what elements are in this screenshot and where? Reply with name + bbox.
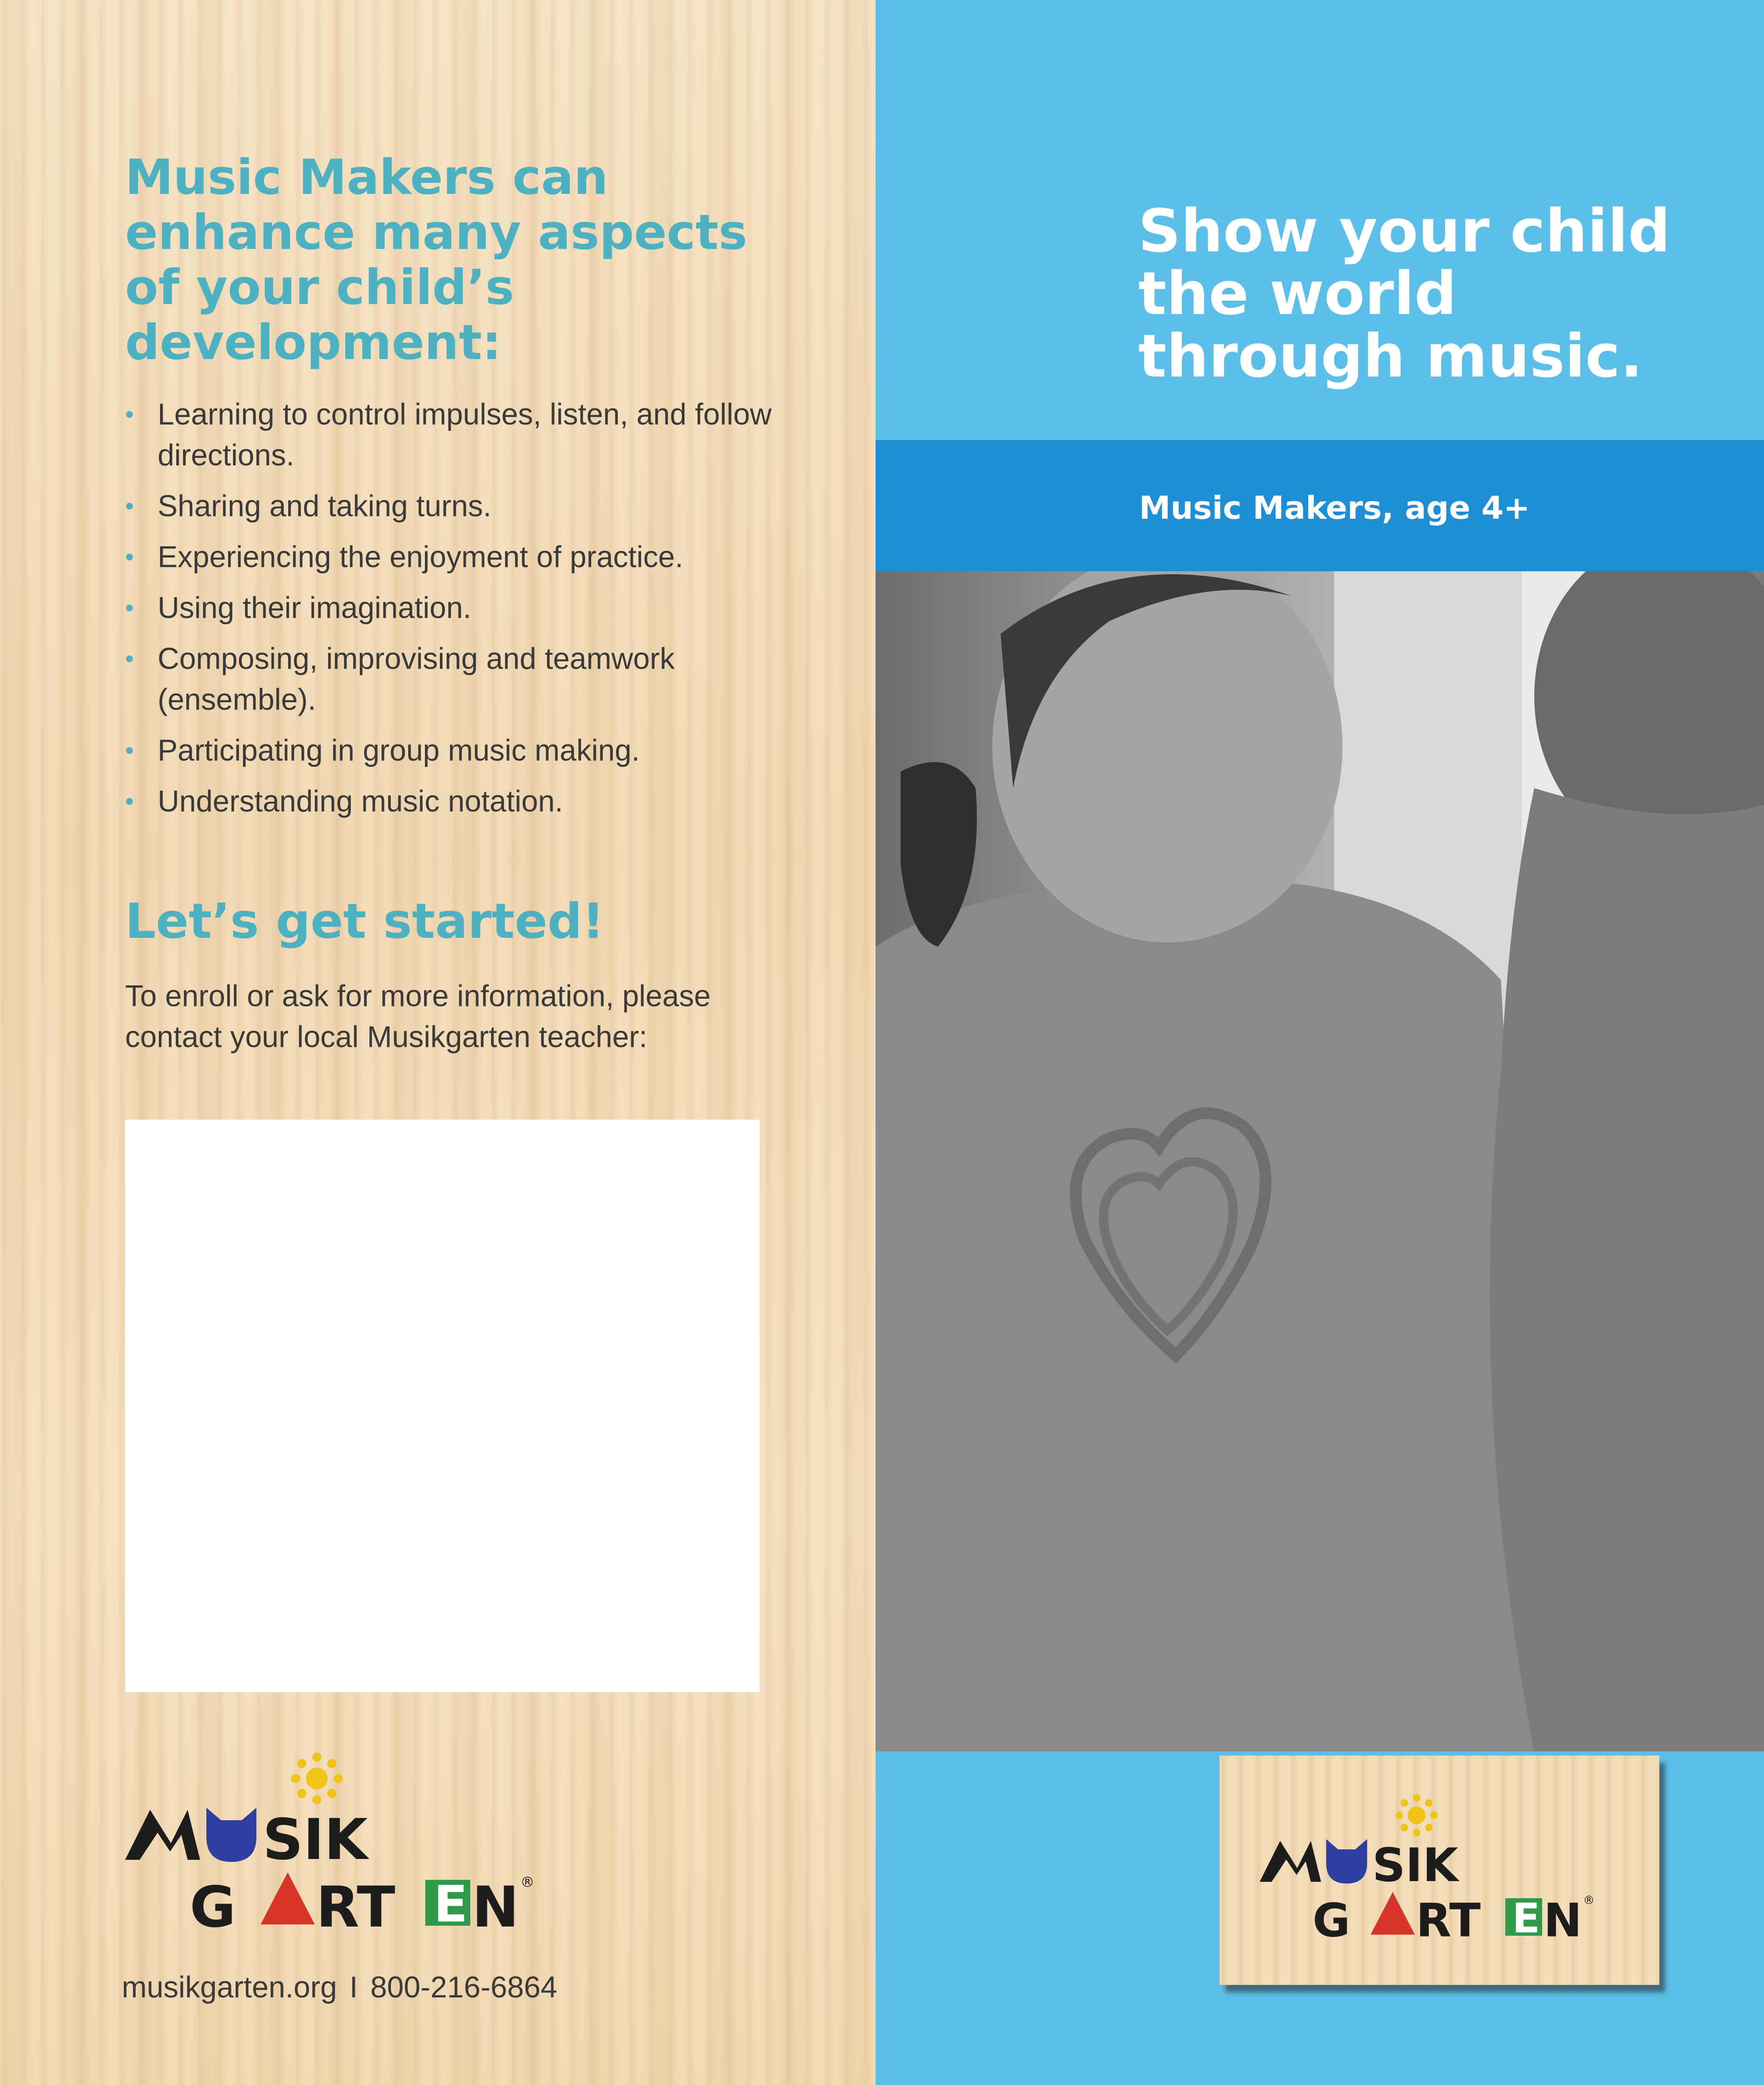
benefit-text: Sharing and taking turns. — [158, 490, 492, 523]
benefits-heading: Music Makers can enhance many aspects of your child’s development: — [125, 149, 748, 371]
bullet-icon: • — [125, 736, 134, 764]
benefit-item — [125, 537, 813, 578]
contact-text: To enroll or ask for more information, please contact your local Musikgarten teacher: — [125, 980, 711, 1054]
bullet-icon: • — [125, 492, 134, 520]
letter-m-icon — [125, 1810, 200, 1860]
musikgarten-logo — [117, 1747, 575, 1939]
children-photo-image — [876, 571, 1764, 1751]
musikgarten-logo-icon — [117, 1747, 575, 1939]
benefit-item — [125, 394, 813, 476]
svg-text:®: ® — [520, 1874, 534, 1891]
logo-n-text: N — [472, 1874, 519, 1939]
svg-text:E: E — [1512, 1894, 1540, 1942]
bullet-icon: • — [125, 400, 134, 428]
left-panel — [0, 0, 876, 2085]
sun-icon — [291, 1753, 343, 1804]
red-triangle-icon — [261, 1872, 315, 1924]
musikgarten-logo-icon — [1253, 1785, 1628, 1952]
cta-heading: Let’s get started! — [125, 893, 605, 950]
footer-separator: I — [349, 1971, 358, 2004]
phone-number[interactable]: 800-216-6864 — [370, 1971, 557, 2004]
right-panel — [876, 0, 1764, 2085]
svg-text:®: ® — [1583, 1893, 1595, 1907]
age-label: Music Makers, age 4+ — [1139, 489, 1530, 526]
benefit-list — [125, 394, 813, 832]
logo-g-text: G — [190, 1874, 236, 1939]
svg-text:RT: RT — [1416, 1894, 1481, 1948]
bullet-icon: • — [125, 787, 134, 815]
benefit-item — [125, 588, 813, 628]
benefit-text: Understanding music notation. — [158, 785, 563, 818]
benefit-item — [125, 730, 813, 771]
website-link[interactable]: musikgarten.org — [122, 1971, 337, 2004]
benefit-text: Participating in group music making. — [158, 734, 640, 767]
bullet-icon: • — [125, 594, 134, 622]
benefit-item — [125, 781, 813, 822]
red-triangle-icon — [1370, 1892, 1415, 1934]
logo-rt-text: RT — [316, 1874, 395, 1939]
benefit-text: Learning to control impulses, listen, and follow directions. — [158, 398, 772, 472]
age-band — [876, 440, 1764, 571]
tagline: Show your child the world through music. — [1138, 197, 1671, 391]
sun-icon — [1395, 1794, 1438, 1836]
musikgarten-logo — [1253, 1785, 1628, 1952]
svg-text:N: N — [1543, 1894, 1582, 1948]
teacher-contact-box — [125, 1120, 760, 1692]
svg-text:SIK: SIK — [1372, 1839, 1458, 1893]
benefit-item — [125, 486, 813, 527]
logo-line1-text: SIK — [263, 1807, 368, 1872]
bullet-icon: • — [125, 543, 134, 571]
svg-text:G: G — [1312, 1894, 1350, 1948]
blue-u-icon — [1326, 1839, 1367, 1883]
benefit-text: Using their imagination. — [158, 591, 472, 625]
blue-u-icon — [206, 1808, 256, 1862]
svg-text:E: E — [434, 1876, 468, 1934]
children-photo — [876, 571, 1764, 1751]
benefit-text: Experiencing the enjoyment of practice. — [158, 540, 683, 574]
bullet-icon: • — [125, 645, 134, 673]
benefit-item — [125, 638, 813, 720]
letter-m-icon — [1260, 1841, 1321, 1882]
benefit-text: Composing, improvising and teamwork (ensemble). — [158, 642, 675, 716]
footer-contact — [122, 1970, 557, 2005]
logo-plaque — [1219, 1756, 1659, 1985]
